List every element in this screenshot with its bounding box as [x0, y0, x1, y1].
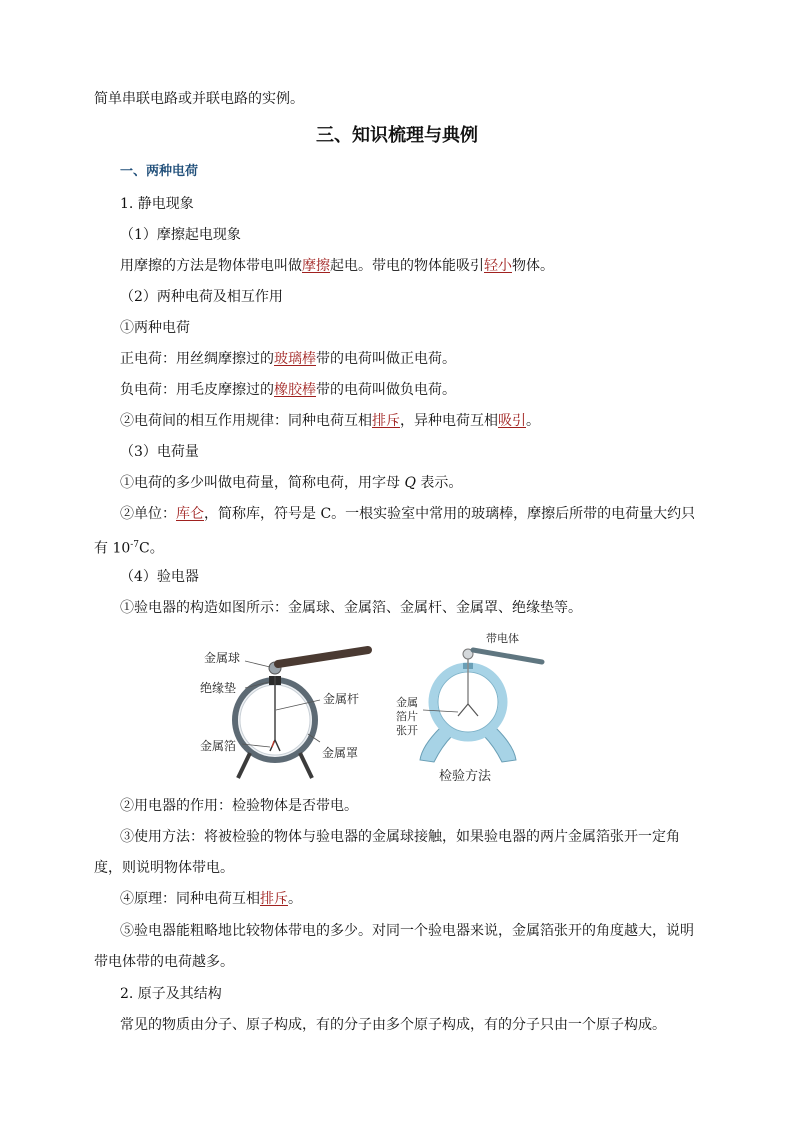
text: ①电荷的多少叫做电荷量，简称电荷，用字母 [120, 475, 405, 491]
text: 带的电荷叫做负电荷。 [316, 382, 456, 398]
text: 。 [526, 413, 540, 429]
electroscope-structure-line: ①验电器的构造如图所示：金属球、金属箔、金属杆、金属罩、绝缘垫等。 [120, 600, 582, 616]
negative-charge-line [120, 380, 456, 400]
charged-body-rod [473, 650, 542, 662]
label-metal-foil: 金属箔 [200, 739, 237, 753]
text: ②单位： [120, 506, 176, 522]
electroscope-function-line: ②用电器的作用：检验物体是否带电。 [120, 798, 358, 814]
charge-quantity-line-1 [120, 473, 462, 493]
label-insulating-pad: 绝缘垫 [200, 681, 237, 695]
label-metal-rod: 金属杆 [323, 692, 360, 706]
intro-tail-text: 简单串联电路或并联电路的实例。 [94, 91, 304, 107]
label-foil-3: 张开 [396, 724, 418, 737]
text: 正电荷：用丝绸摩擦过的 [120, 351, 274, 367]
text: 起电。带电的物体能吸引 [330, 258, 484, 274]
text: 。 [288, 891, 302, 907]
sub-two-charges: ①两种电荷 [120, 320, 190, 336]
electroscope-compare-line: ⑤验电器能粗略地比较物体带电的多少。对同一个验电器来说，金属箔张开的角度越大，说明 [120, 923, 694, 939]
electroscope-usage-line: ③使用方法：将被检验的物体与验电器的金属球接触，如果验电器的两片金属箔张开一定角 [120, 829, 680, 845]
label-metal-cover: 金属罩 [322, 746, 359, 760]
label-foil-2: 箔片 [396, 710, 418, 723]
heading-static-electricity: 1. 静电现象 [120, 196, 194, 212]
charged-rod [278, 650, 368, 664]
text: 用摩擦的方法是物体带电叫做 [120, 258, 302, 274]
answer-blank: 玻璃棒 [274, 351, 316, 367]
left-electroscope [200, 650, 368, 778]
text: 物体。 [512, 258, 554, 274]
answer-blank: 吸引 [498, 413, 526, 429]
atom-structure-line: 常见的物质由分子、原子构成，有的分子由多个原子构成，有的分子只由一个原子构成。 [120, 1017, 666, 1033]
right-leg [300, 753, 312, 778]
text: ②电荷间的相互作用规律：同种电荷互相 [120, 413, 372, 429]
interaction-rule-line [120, 411, 540, 431]
label-metal-ball: 金属球 [204, 651, 241, 665]
answer-blank: 库仑 [176, 506, 204, 522]
text: ④原理：同种电荷互相 [120, 891, 260, 907]
answer-blank: 轻小 [484, 258, 512, 274]
left-leg [238, 753, 250, 778]
section-title: 三、知识梳理与典例 [316, 125, 478, 146]
paragraph-friction [120, 256, 554, 276]
heading-two-charges: （2）两种电荷及相互作用 [120, 289, 283, 305]
answer-blank: 排斥 [260, 891, 288, 907]
text: 负电荷：用毛皮摩擦过的 [120, 382, 274, 398]
answer-blank: 摩擦 [302, 258, 330, 274]
leader [245, 661, 270, 667]
subsection-heading: 一、两种电荷 [120, 164, 199, 179]
electroscope-principle-line [120, 889, 302, 909]
electroscope-compare-cont: 带电体带的电荷越多。 [94, 954, 234, 970]
label-charged-body: 带电体 [486, 632, 519, 645]
electroscope-figure [190, 628, 560, 788]
text: ，简称库，符号是 C。一根实验室中常用的玻璃棒，摩擦后所带的电荷量大约只 [204, 506, 696, 522]
heading-friction-charging: （1）摩擦起电现象 [120, 227, 241, 243]
text: 带的电荷叫做正电荷。 [316, 351, 456, 367]
answer-blank: 橡胶棒 [274, 382, 316, 398]
text: C。 [139, 540, 164, 557]
answer-blank: 排斥 [372, 413, 400, 429]
heading-electroscope: （4）验电器 [120, 569, 199, 585]
right-electroscope [396, 631, 542, 784]
figure-caption: 检验方法 [439, 769, 492, 784]
heading-charge-quantity: （3）电荷量 [120, 444, 199, 460]
charge-unit-line-cont [94, 535, 164, 559]
text: ，异种电荷互相 [400, 413, 498, 429]
text: 表示。 [415, 475, 463, 491]
heading-atom-structure: 2. 原子及其结构 [120, 986, 222, 1002]
electroscope-diagram [190, 628, 560, 788]
label-foil-1: 金属 [396, 696, 418, 709]
electroscope-usage-cont: 度，则说明物体带电。 [94, 860, 234, 876]
symbol-q: Q [404, 475, 416, 491]
positive-charge-line [120, 349, 456, 369]
charge-unit-line [120, 504, 695, 524]
exponent: -7 [130, 540, 140, 550]
text: 有 10 [94, 540, 131, 557]
